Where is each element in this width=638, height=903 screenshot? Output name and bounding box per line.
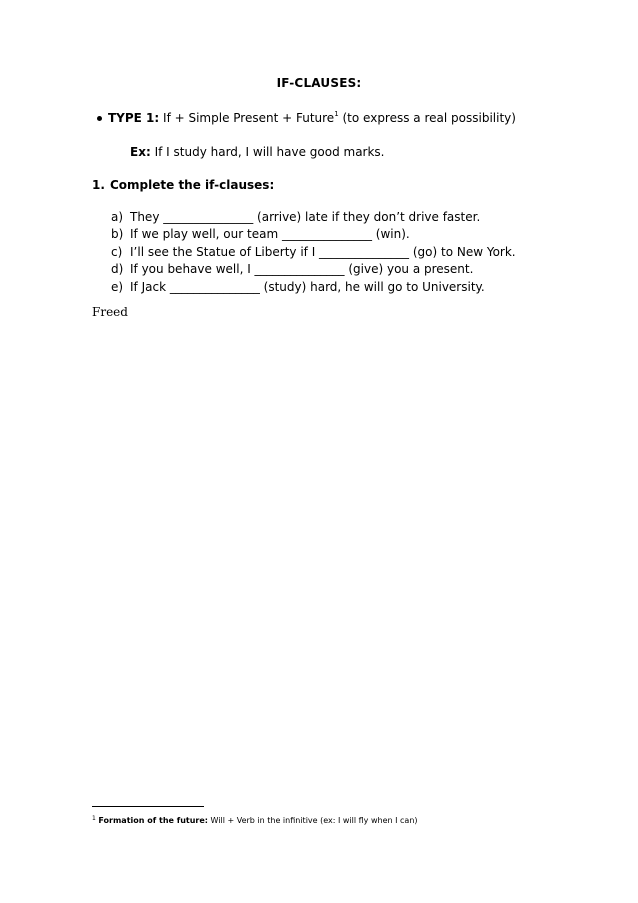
footnote-marker: 1 [92,815,96,822]
footnote-reference: 1 [334,110,339,118]
bullet-icon [97,116,102,121]
exercise-title: Complete the if-clauses: [110,178,275,192]
item-text: They _______________ (arrive) late if they don’t drive faster. [130,210,481,224]
item-text: I’ll see the Statue of Liberty if I _______________ (go) to New York. [130,244,516,259]
item-letter: d) [111,262,124,277]
list-item [111,279,516,296]
rule-type-label: TYPE 1: [108,111,160,125]
footnote [92,816,418,825]
footnote-divider [92,806,204,807]
list-item [111,261,516,278]
item-text: If you behave well, I _______________ (give) you a present. [130,262,474,277]
item-text: If we play well, our team _______________ (win). [130,227,410,242]
example-text: If I study hard, I will have good marks. [154,145,385,159]
example-sentence [130,145,385,159]
item-text: If Jack _______________ (study) hard, he will go to University. [130,279,485,294]
exercise-list [111,209,516,296]
list-item [111,209,516,226]
item-letter: a) [111,210,124,224]
freed-text: Freed [92,305,128,319]
rule-formula: If + Simple Present + Future [163,111,335,125]
footnote-label: Formation of the future: [98,816,208,825]
grammar-rule [108,111,516,125]
item-letter: c) [111,244,123,259]
item-letter: e) [111,279,124,294]
rule-purpose: (to express a real possibility) [342,111,516,125]
page-title: IF-CLAUSES: [276,76,362,90]
exercise-number: 1. [92,178,105,192]
list-item [111,226,516,243]
item-letter: b) [111,227,124,242]
list-item [111,244,516,261]
exercise-heading [92,178,274,192]
example-label: Ex: [130,145,151,159]
footnote-text: Will + Verb in the infinitive (ex: I will fly when I can) [210,816,418,825]
